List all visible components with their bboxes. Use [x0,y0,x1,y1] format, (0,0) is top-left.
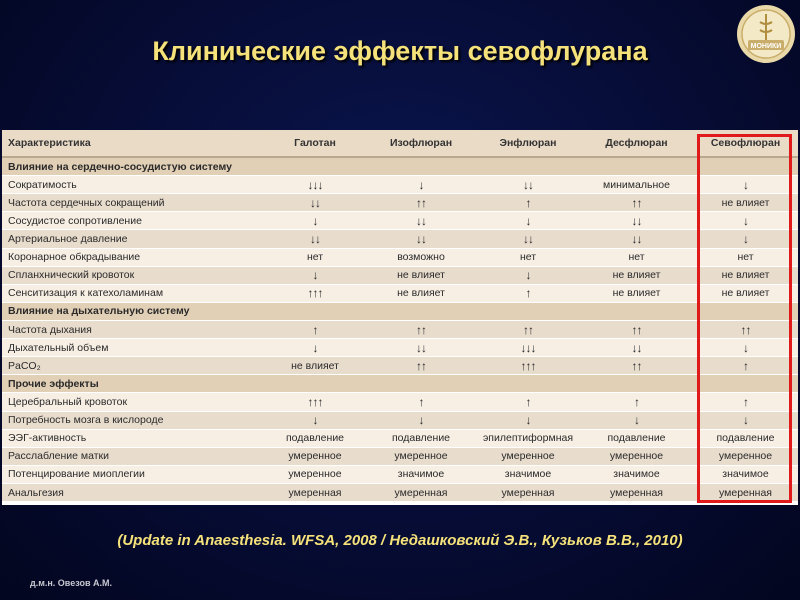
table-cell: не влияет [580,266,693,284]
table-cell: ↓ [264,212,366,230]
table-cell: ↓ [476,266,580,284]
table-section-row [2,157,798,176]
row-label: Расслабление матки [2,447,264,465]
table-cell: нет [264,248,366,266]
table-row [2,429,798,447]
table-cell: ↑↑ [693,320,798,338]
table-cell: умеренная [580,483,693,501]
table-row [2,411,798,429]
table-cell: умеренная [476,483,580,501]
table-cell: значимое [580,465,693,483]
header-characteristic: Характеристика [2,130,264,157]
effects-table-container [2,130,798,505]
table-cell: ↑↑ [366,194,476,212]
table-cell: умеренное [264,447,366,465]
logo-text: МОНИКИ [750,43,782,50]
table-cell: ↓↓↓ [264,176,366,194]
table-cell: ↑↑ [580,320,693,338]
table-cell: не влияет [693,266,798,284]
table-row [2,357,798,375]
table-cell: ↑ [264,320,366,338]
row-label: Потенцирование миоплегии [2,465,264,483]
table-section-row [2,375,798,393]
table-row [2,212,798,230]
table-cell: ↑↑↑ [476,357,580,375]
table-cell: эпилептиформная [476,429,580,447]
row-label: Сократимость [2,176,264,194]
table-cell: ↓↓ [366,230,476,248]
section-heading: Влияние на дыхательную систему [2,302,798,320]
table-cell: умеренная [264,483,366,501]
table-cell: ↑ [476,393,580,411]
effects-table [2,130,798,502]
table-row [2,194,798,212]
table-cell: ↓↓ [366,339,476,357]
table-row [2,393,798,411]
row-label: Частота сердечных сокращений [2,194,264,212]
table-cell: ↓ [580,411,693,429]
table-cell: умеренное [264,465,366,483]
row-label: ЭЭГ-активность [2,429,264,447]
table-cell: ↑ [693,393,798,411]
table-cell: ↑↑ [580,357,693,375]
table-cell: подавление [366,429,476,447]
section-heading: Прочие эффекты [2,375,798,393]
table-cell: минимальное [580,176,693,194]
table-cell: ↓ [264,339,366,357]
table-cell: умеренная [693,483,798,501]
table-cell: значимое [693,465,798,483]
table-cell: ↑↑ [366,320,476,338]
table-body [2,157,798,502]
table-cell: не влияет [580,284,693,302]
table-row [2,176,798,194]
table-cell: ↓↓ [366,212,476,230]
table-cell: ↓ [264,266,366,284]
table-cell: не влияет [264,357,366,375]
table-cell: не влияет [366,284,476,302]
table-cell: подавление [264,429,366,447]
table-row [2,248,798,266]
table-row [2,447,798,465]
table-cell: умеренное [693,447,798,465]
row-label: Артериальное давление [2,230,264,248]
header-halothane: Галотан [264,130,366,157]
table-cell: ↓↓ [580,230,693,248]
table-cell: ↓↓ [264,230,366,248]
table-cell: умеренное [366,447,476,465]
table-cell: ↓ [693,230,798,248]
table-cell: ↓↓ [476,176,580,194]
citation: (Update in Anaesthesia. WFSA, 2008 / Недашковский Э.В., Кузьков В.В., 2010) [117,532,683,549]
table-cell: подавление [693,429,798,447]
table-cell: ↓ [693,212,798,230]
table-row [2,230,798,248]
table-cell: ↓ [476,212,580,230]
row-label: Анальгезия [2,483,264,501]
table-cell: нет [580,248,693,266]
moniki-logo [736,4,796,64]
row-label: Церебральный кровоток [2,393,264,411]
table-row [2,284,798,302]
table-cell: нет [476,248,580,266]
table-cell: ↓↓ [580,339,693,357]
table-cell: ↑ [476,284,580,302]
table-cell: подавление [580,429,693,447]
row-label: Частота дыхания [2,320,264,338]
table-cell: ↑↑↑ [264,393,366,411]
table-cell: ↓↓↓ [476,339,580,357]
table-cell: ↑↑↑ [264,284,366,302]
table-cell: ↓ [264,411,366,429]
table-cell: умеренная [366,483,476,501]
table-row [2,483,798,501]
table-cell: не влияет [693,284,798,302]
table-header-row [2,130,798,157]
table-cell: возможно [366,248,476,266]
table-row [2,465,798,483]
row-label: Сенситизация к катехоламинам [2,284,264,302]
row-label: Потребность мозга в кислороде [2,411,264,429]
author-credit: д.м.н. Овезов А.М. [30,578,113,588]
table-cell: умеренное [476,447,580,465]
row-label: Дыхательный объем [2,339,264,357]
table-cell: ↓ [366,411,476,429]
table-cell: ↓↓ [264,194,366,212]
header-enflurane: Энфлюран [476,130,580,157]
row-label: Спланхнический кровоток [2,266,264,284]
table-cell: ↓ [693,339,798,357]
table-cell: ↑ [693,357,798,375]
table-cell: ↑ [366,393,476,411]
table-cell: не влияет [366,266,476,284]
slide-title: Клинические эффекты севофлурана [152,36,648,66]
row-label: PaCO₂ [2,357,264,375]
table-cell: не влияет [693,194,798,212]
table-cell: ↓ [693,411,798,429]
header-isoflurane: Изофлюран [366,130,476,157]
table-cell: ↑↑ [580,194,693,212]
table-cell: нет [693,248,798,266]
table-row [2,339,798,357]
table-cell: ↑ [580,393,693,411]
table-cell: ↓ [476,411,580,429]
table-row [2,320,798,338]
table-cell: ↑↑ [476,320,580,338]
row-label: Коронарное обкрадывание [2,248,264,266]
table-cell: ↓↓ [580,212,693,230]
table-cell: ↑↑ [366,357,476,375]
table-cell: ↑ [476,194,580,212]
section-heading: Влияние на сердечно-сосудистую систему [2,157,798,176]
row-label: Сосудистое сопротивление [2,212,264,230]
table-cell: ↓↓ [476,230,580,248]
table-section-row [2,302,798,320]
table-row [2,266,798,284]
header-sevoflurane: Севофлюран [693,130,798,157]
table-cell: умеренное [580,447,693,465]
header-desflurane: Десфлюран [580,130,693,157]
table-cell: ↓ [366,176,476,194]
table-cell: ↓ [693,176,798,194]
table-cell: значимое [476,465,580,483]
table-cell: значимое [366,465,476,483]
